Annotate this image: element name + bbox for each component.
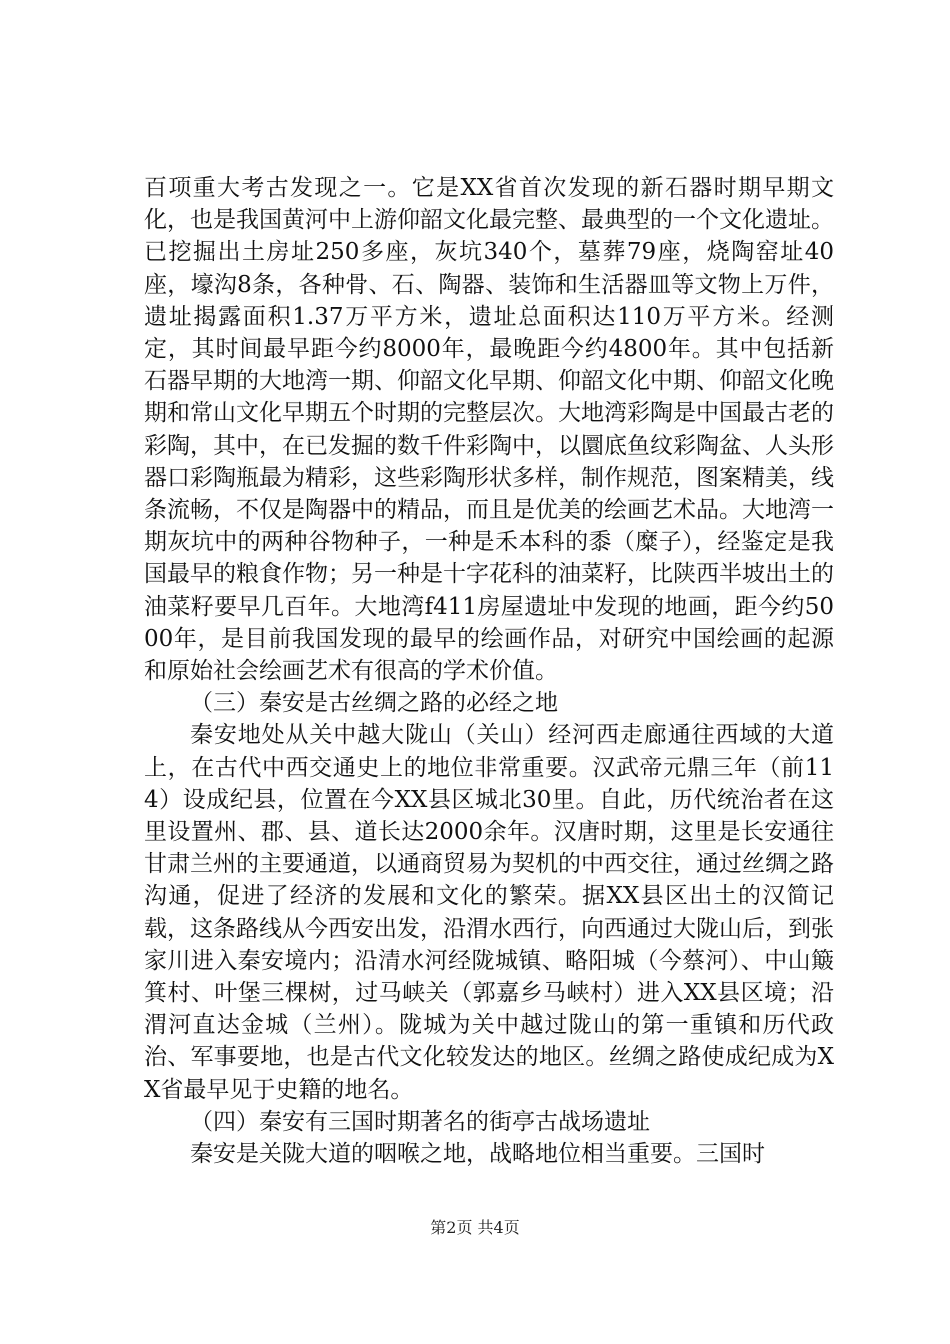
page-footer: 第2页 共4页 (430, 1218, 520, 1237)
paragraph-continuation: 百项重大考古发现之一。它是XX省首次发现的新石器时期早期文化，也是我国黄河中上游仰韶文化最完整、最典型的一个文化遗址。已挖掘出土房址250多座，灰坑340个，墓葬79座，烧陶窑址40座，壕沟8条，各种骨、石、陶器、装饰和生活器皿等文物上万件，遗址揭露面积1.37万平方米，遗址总面积达110万平方米。经测定，其时间最早距今约8000年，最晚距今约4800年。其中包括新石器早期的大地湾一期、仰韶文化早期、仰韶文化中期、仰韶文化晚期和常山文化早期五个时期的完整层次。大地湾彩陶是中国最古老的彩陶，其中，在已发掘的数千件彩陶中，以圜底鱼纹彩陶盆、人头形器口彩陶瓶最为精彩，这些彩陶形状多样，制作规范，图案精美，线条流畅，不仅是陶器中的精品，而且是优美的绘画艺术品。大地湾一期灰坑中的两种谷物种子，一种是禾本科的黍（糜子），经鉴定是我国最早的粮食作物；另一种是十字花科的油菜籽，比陕西半坡出土的油菜籽要早几百年。大地湾f411房屋遗址中发现的地画，距今约5000年，是目前我国发现的最早的绘画作品，对研究中国绘画的起源和原始社会绘画艺术有很高的学术价值。 (144, 175, 834, 685)
section-heading-four: （四）秦安有三国时期著名的街亭古战场遗址 (190, 1108, 650, 1135)
paragraph-silk-road: 秦安地处从关中越大陇山（关山）经河西走廊通往西域的大道上，在古代中西交通史上的地位非常重要。汉武帝元鼎三年（前114）设成纪县，位置在今XX县区城北30里。自此，历代统治者在这里设置州、郡、县、道长达2000余年。汉唐时期，这里是长安通往甘肃兰州的主要通道，以通商贸易为契机的中西交往，通过丝绸之路沟通，促进了经济的发展和文化的繁荣。据XX县区出土的汉简记载，这条路线从今西安出发，沿渭水西行，向西通过大陇山后，到张家川进入秦安境内；沿清水河经陇城镇、略阳城（今蔡河）、中山簸箕村、叶堡三棵树，过马峡关（郭嘉乡马峡村）进入XX县区境；沿渭河直达金城（兰州）。陇城为关中越过陇山的第一重镇和历代政治、军事要地，也是古代文化较发达的地区。丝绸之路使成纪成为XX省最早见于史籍的地名。 (144, 722, 834, 1103)
document-body (144, 172, 834, 1170)
paragraph-jieting: 秦安是关陇大道的咽喉之地，战略地位相当重要。三国时 (190, 1141, 765, 1168)
section-heading-three: （三）秦安是古丝绸之路的必经之地 (190, 690, 558, 717)
